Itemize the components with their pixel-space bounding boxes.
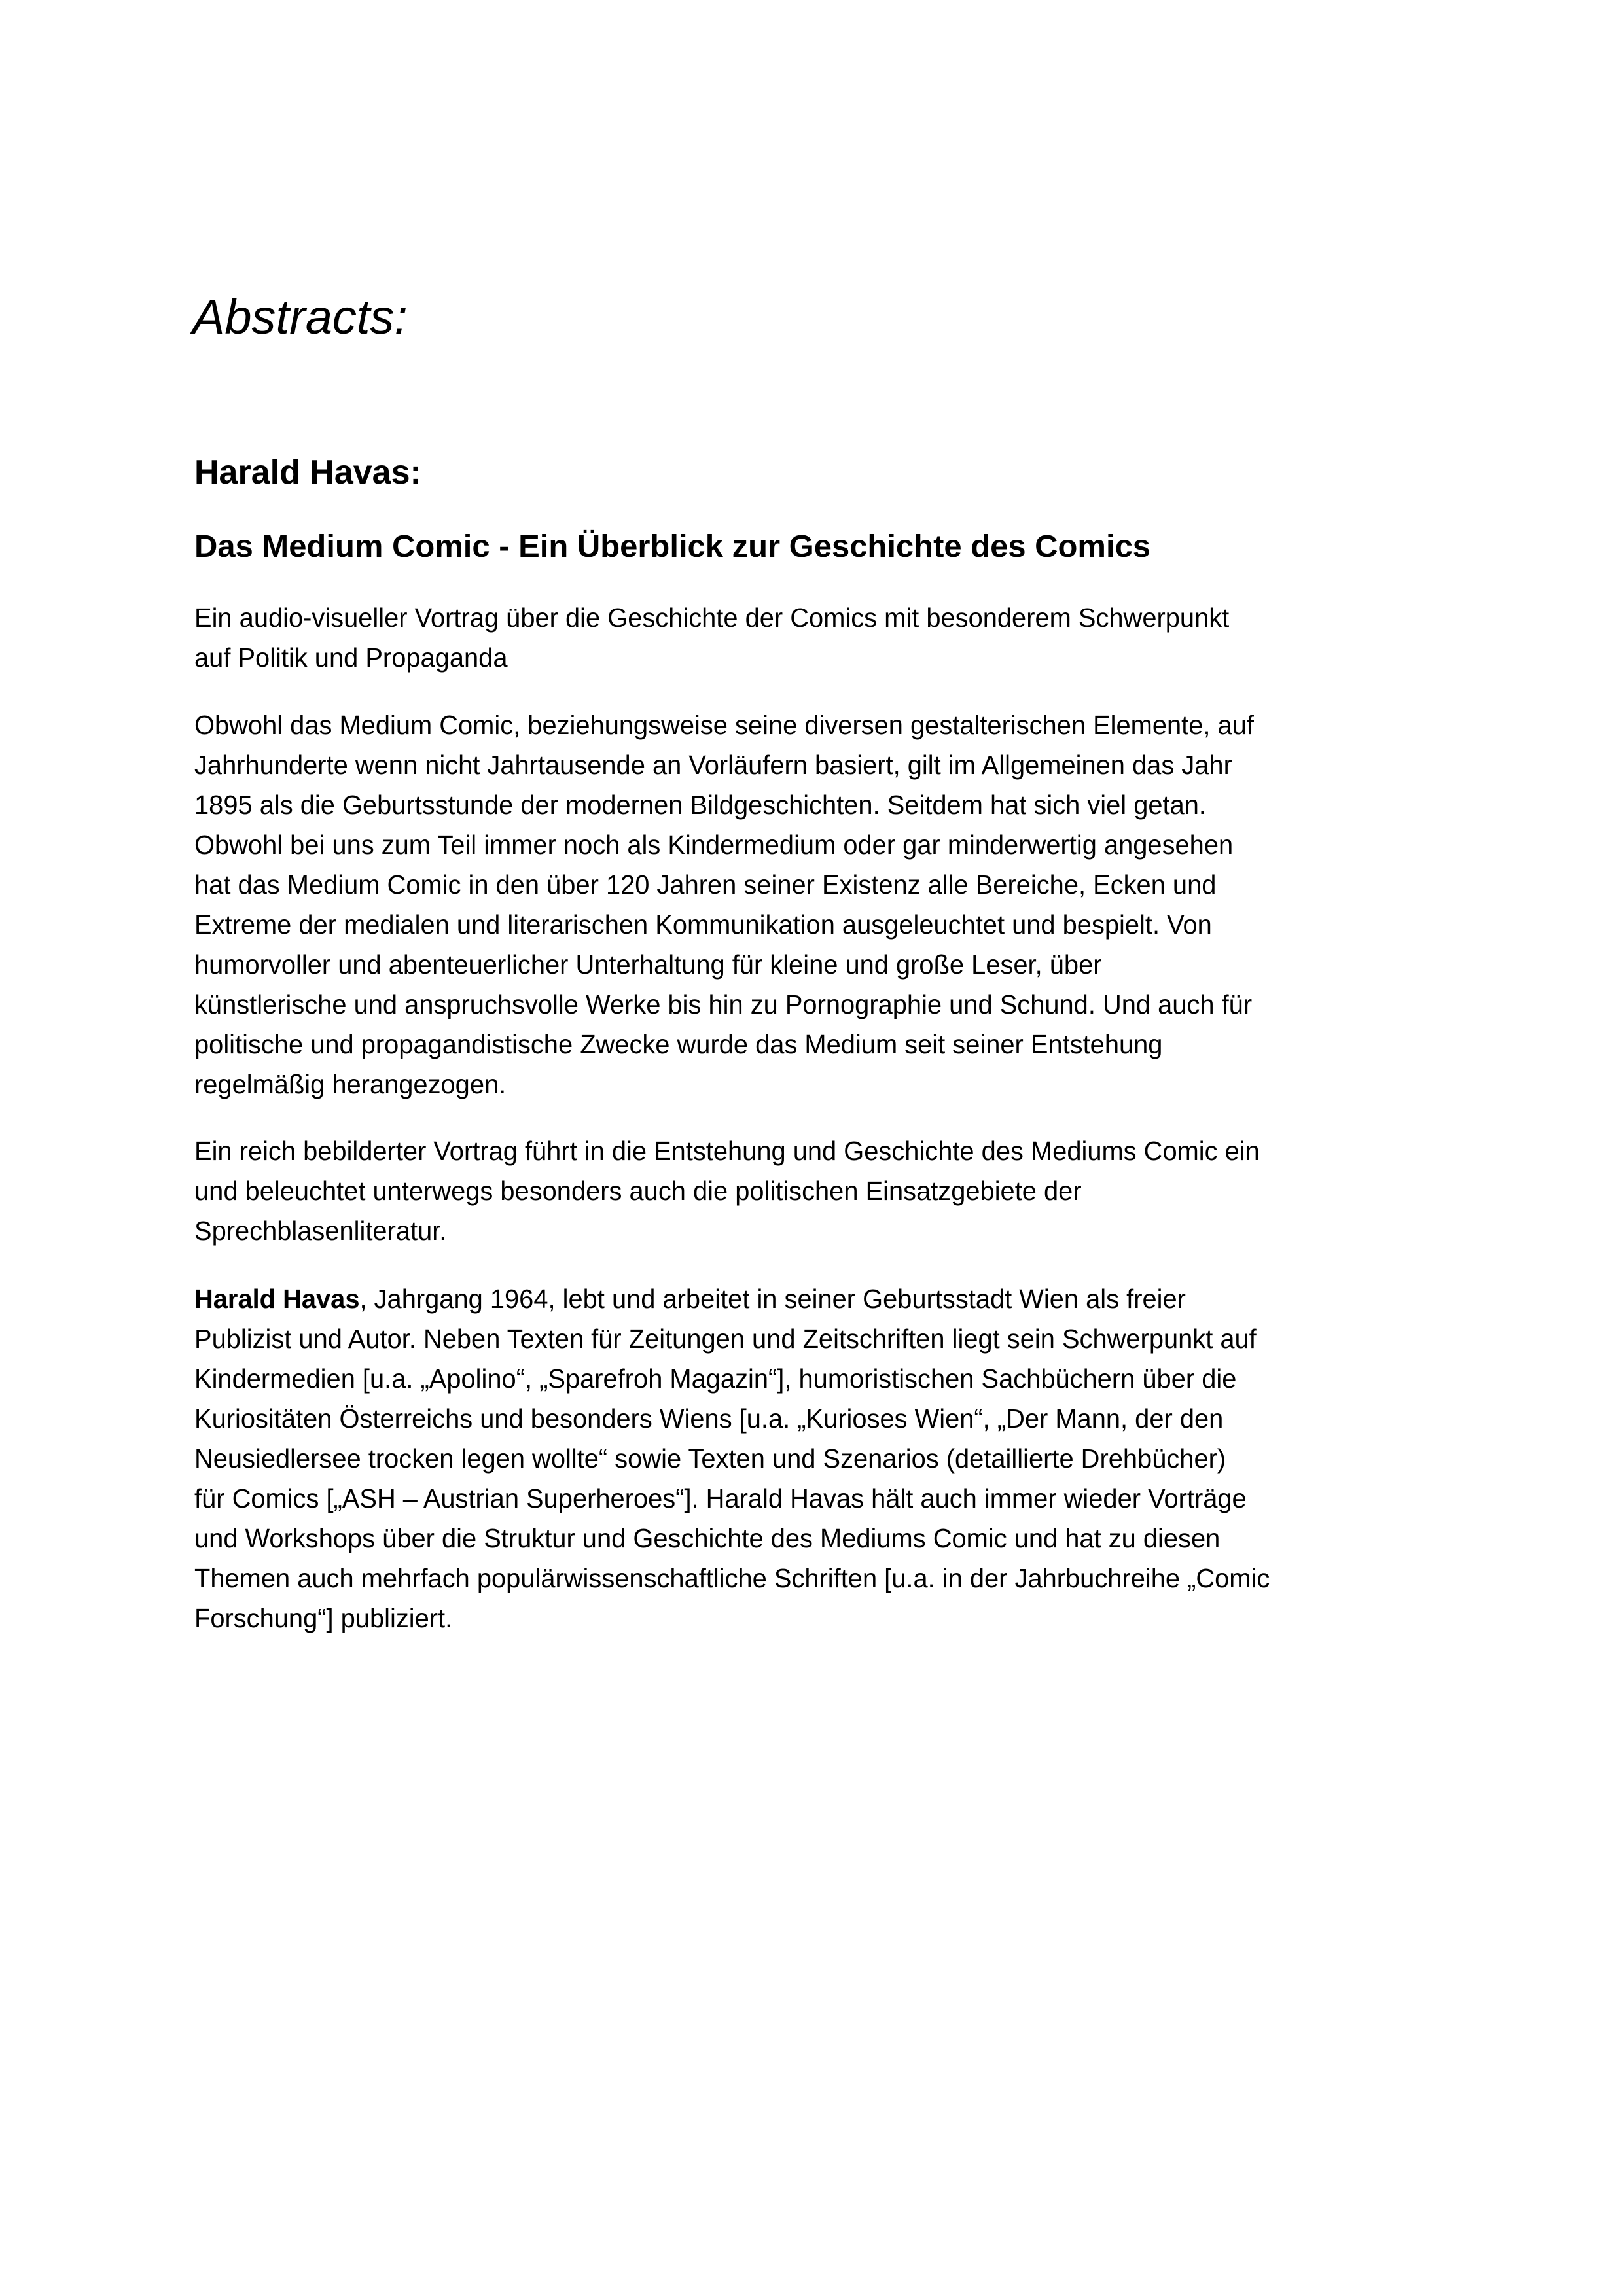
text-line: für Comics [„ASH – Austrian Superheroes“]. Harald Havas hält auch immer wieder Vorträge: [194, 1483, 1247, 1513]
text-line: 1895 als die Geburtsstunde der modernen Bildgeschichten. Seitdem hat sich viel getan.: [194, 790, 1206, 820]
text-line: und Workshops über die Struktur und Geschichte des Mediums Comic und hat zu diesen: [194, 1523, 1221, 1553]
talk-title: Das Medium Comic - Ein Überblick zur Geschichte des Comics: [194, 529, 1151, 564]
author-bio-paragraph: [194, 1279, 1471, 1638]
text-line: [194, 1279, 1435, 1319]
text-line: Jahrhunderte wenn nicht Jahrtausende an Vorläufern basiert, gilt im Allgemeinen das Jahr: [194, 750, 1232, 780]
text-line: Extreme der medialen und literarischen Kommunikation ausgeleuchtet und bespielt. Von: [194, 910, 1212, 940]
bio-first-line-rest: , Jahrgang 1964, lebt und arbeitet in seiner Geburtsstadt Wien als freier: [359, 1284, 1186, 1314]
text-line: Ein reich bebilderter Vortrag führt in die Entstehung und Geschichte des Mediums Comic ein: [194, 1136, 1260, 1166]
text-line: Kindermedien [u.a. „Apolino“, „Sparefroh Magazin“], humoristischen Sachbüchern über die: [194, 1364, 1237, 1394]
text-line: politische und propagandistische Zwecke wurde das Medium seit seiner Entstehung: [194, 1029, 1163, 1059]
text-line: und beleuchtet unterwegs besonders auch die politischen Einsatzgebiete der: [194, 1176, 1082, 1206]
abstract-subtitle-paragraph: [194, 598, 1471, 678]
text-line: regelmäßig herangezogen.: [194, 1069, 507, 1099]
abstract-body-paragraph: [194, 705, 1471, 1104]
abstract-summary-paragraph: [194, 1131, 1471, 1251]
text-line: auf Politik und Propaganda: [194, 643, 508, 673]
text-line: Sprechblasenliteratur.: [194, 1216, 447, 1246]
text-line: Obwohl bei uns zum Teil immer noch als Kindermedium oder gar minderwertig angesehen: [194, 830, 1234, 860]
text-line: Obwohl das Medium Comic, beziehungsweise seine diversen gestalterischen Elemente, auf: [194, 710, 1254, 740]
text-line: humorvoller und abenteuerlicher Unterhaltung für kleine und große Leser, über: [194, 949, 1102, 980]
text-line: Themen auch mehrfach populärwissenschaftliche Schriften [u.a. in der Jahrbuchreihe „Comic: [194, 1563, 1270, 1593]
page-title: Abstracts:: [192, 290, 408, 344]
text-line: Neusiedlersee trocken legen wollte“ sowie Texten und Szenarios (detaillierte Drehbücher): [194, 1443, 1226, 1474]
text-line: Ein audio-visueller Vortrag über die Geschichte der Comics mit besonderem Schwerpunkt: [194, 603, 1230, 633]
text-line: Kuriositäten Österreichs und besonders Wiens [u.a. „Kurioses Wien“, „Der Mann, der den: [194, 1404, 1224, 1434]
text-line: Forschung“] publiziert.: [194, 1603, 453, 1633]
author-name-bold: Harald Havas: [194, 1284, 360, 1314]
text-line: hat das Medium Comic in den über 120 Jahren seiner Existenz alle Bereiche, Ecken und: [194, 870, 1217, 900]
author-heading: Harald Havas:: [194, 453, 421, 491]
text-line: Publizist und Autor. Neben Texten für Zeitungen und Zeitschriften liegt sein Schwerpunkt auf: [194, 1324, 1257, 1354]
text-line: künstlerische und anspruchsvolle Werke bis hin zu Pornographie und Schund. Und auch für: [194, 989, 1253, 1019]
